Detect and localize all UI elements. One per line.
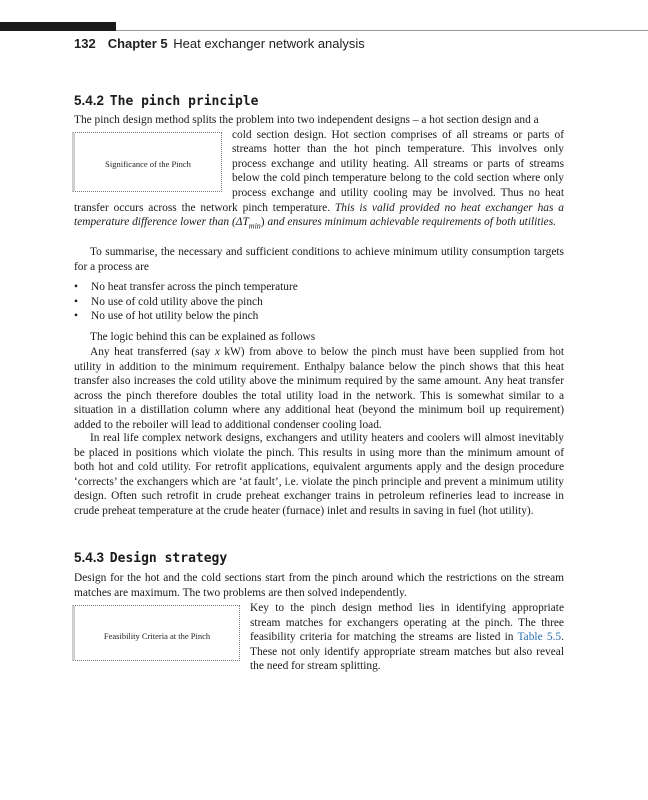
section-title: Design strategy [109, 551, 228, 566]
section-number: 5.4.2 [74, 93, 105, 108]
intro-text: cold section design. Hot section comprises of all streams or parts of streams hotter than the hot pinch temperature. This involves only process exchange and utility heating. All streams or parts of streams below the cold pinch temperature belong to the cold section where only process exchange and utility cooling may be involved. Thus no heat transfer occurs across the network pinch temperature. [74, 128, 564, 214]
delta-t-symbol: (ΔT [231, 216, 249, 229]
margin-note-text: Significance of the Pinch [105, 159, 191, 170]
paragraph-heat-transfer [74, 345, 564, 433]
list-item: • No heat transfer across the pinch temperature [74, 280, 564, 295]
margin-note-text: Feasibility Criteria at the Pinch [103, 630, 211, 641]
delta-t-close: ) [260, 216, 265, 229]
feasibility-text-a: Key to the pinch design method lies in identifying appropriate stream matches for exchangers operating at the pinch. The three feasibility criteria for matching the streams are listed in [250, 602, 564, 644]
section-heading-543 [74, 550, 227, 566]
header-rule [116, 30, 648, 31]
section-number: 5.4.3 [74, 550, 105, 565]
delta-t-min [231, 216, 265, 231]
delta-t-subscript: min [248, 221, 261, 231]
paragraph-summary: To summarise, the necessary and sufficient conditions to achieve minimum utility consumption targets for a process are [74, 246, 564, 273]
heat-transfer-b: kW) from above to below the pinch must have been supplied from hot utility in addition to the minimum requirement. Enthalpy balance below the pinch shows that this heat transfer also increases the cold utility above the minimum required by the same amount. Any heat transfer across the pinch therefore doubles the total utility load in the network. This is somewhat similar to a situation in a distillation column where any additional heat (beyond the minimum boil up requirement) added to the reboiler will lead to additional condenser cooling load. [74, 346, 565, 431]
margin-note-significance [72, 132, 222, 192]
paragraph-logic: The logic behind this can be explained as follows [90, 331, 316, 343]
chapter-label: Chapter 5 [107, 36, 168, 51]
conditions-list [74, 280, 564, 324]
feasibility-text-b: . These not only identify appropriate stream matches but also reveal the need for stream splitting. [250, 631, 564, 673]
section-heading-542 [74, 93, 259, 109]
list-item: • No use of cold utility above the pinch [74, 295, 564, 310]
header-bar [0, 22, 116, 31]
heat-transfer-a: Any heat transferred (say [90, 346, 211, 358]
paragraph-design-strategy: Design for the hot and the cold sections start from the pinch around which the restrictions on the stream matches are maximum. The two problems are then solved independently. [74, 572, 564, 599]
section-title: The pinch principle [109, 94, 259, 109]
paragraph-feasibility [74, 601, 564, 674]
intro-italic-b: and ensures minimum achievable requirements of both utilities. [267, 216, 556, 229]
intro-first-line: The pinch design method splits the problem into two independent designs – a hot section design and a [74, 114, 539, 126]
paragraph-pinch-intro-body [74, 113, 564, 234]
page-number: 132 [74, 36, 96, 51]
list-item: • No use of hot utility below the pinch [74, 309, 564, 324]
chapter-title: Heat exchanger network analysis [173, 36, 365, 51]
running-head [74, 36, 365, 51]
table-5-5-link[interactable]: Table 5.5 [517, 631, 562, 644]
paragraph-real-life: In real life complex network designs, exchangers and utility heaters and coolers will almost inevitably be placed in positions which violate the pinch. This results in using more than the minimum amount of both hot and cold utility. For retrofit applications, equivalent arguments apply and the design procedure ‘corrects’ the exchangers which are ‘at fault’, i.e. violate the pinch principle and prevent a minimum utility design. Often such retrofit in crude preheat exchanger trains in petroleum refineries lead to increase in crude preheat temperature at the crude heater (furnace) inlet and results in saving in fuel (hot utility). [74, 432, 564, 517]
intro-italic-a: This is valid provided no heat exchanger has a temperature difference lower than [74, 201, 564, 229]
variable-x: x [214, 346, 220, 358]
margin-note-feasibility [72, 605, 240, 661]
